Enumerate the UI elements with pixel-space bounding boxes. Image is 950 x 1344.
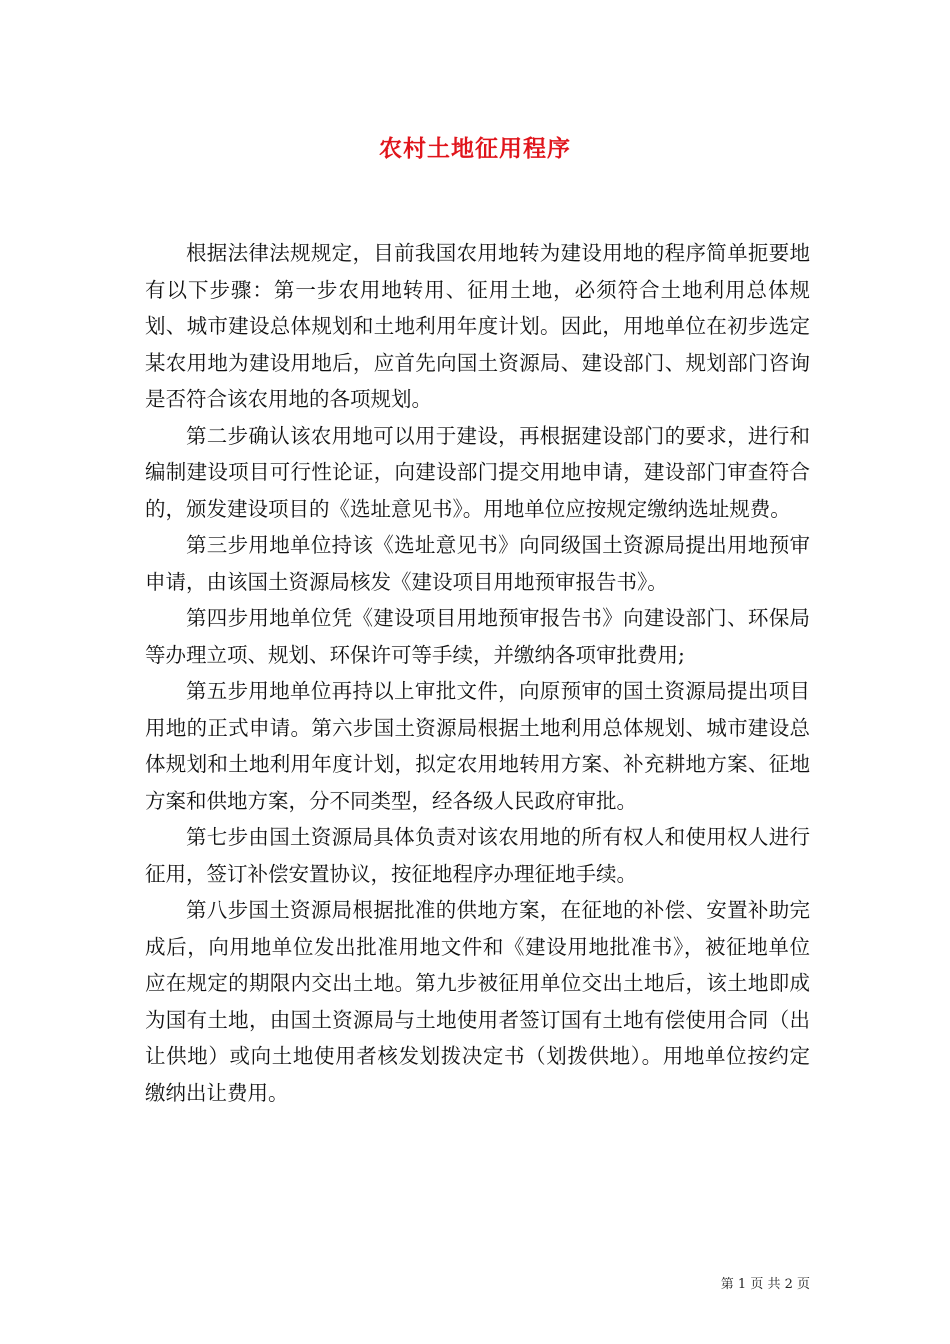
paragraph-step-7: 第七步由国土资源局具体负责对该农用地的所有权人和使用权人进行征用，签订补偿安置协议，按征地程序办理征地手续。	[145, 825, 810, 886]
paragraph-step-3: 第三步用地单位持该《选址意见书》向同级国土资源局提出用地预审申请，由该国土资源局核发《建设项目用地预审报告书》。	[145, 533, 810, 594]
document-title: 农村土地征用程序	[379, 135, 571, 162]
paragraph-step-2: 第二步确认该农用地可以用于建设，再根据建设部门的要求，进行和编制建设项目可行性论证，向建设部门提交用地申请，建设部门审查符合的，颁发建设项目的《选址意见书》。用地单位应按规定缴纳选址规费。	[145, 423, 810, 521]
page-number-footer: 第 1 页 共 2 页	[720, 1277, 810, 1292]
paragraph-step-8-9: 第八步国土资源局根据批准的供地方案，在征地的补偿、安置补助完成后，向用地单位发出批准用地文件和《建设用地批准书》，被征地单位应在规定的期限内交出土地。第九步被征用单位交出土地后，该土地即成为国有土地，由国土资源局与土地使用者签订国有土地有偿使用合同（出让供地）或向土地使用者核发划拨决定书（划拨供地）。用地单位按约定缴纳出让费用。	[145, 898, 810, 1105]
document-body	[145, 235, 810, 1111]
paragraph-step-5-6: 第五步用地单位再持以上审批文件，向原预审的国土资源局提出项目用地的正式申请。第六步国土资源局根据土地利用总体规划、城市建设总体规划和土地利用年度计划，拟定农用地转用方案、补充耕地方案、征地方案和供地方案，分不同类型，经各级人民政府审批。	[145, 679, 810, 813]
paragraph-step-4: 第四步用地单位凭《建设项目用地预审报告书》向建设部门、环保局等办理立项、规划、环保许可等手续，并缴纳各项审批费用;	[145, 606, 810, 667]
paragraph-step-1: 根据法律法规规定，目前我国农用地转为建设用地的程序简单扼要地有以下步骤：第一步农用地转用、征用土地，必须符合土地利用总体规划、城市建设总体规划和土地利用年度计划。因此，用地单位在初步选定某农用地为建设用地后，应首先向国土资源局、建设部门、规划部门咨询是否符合该农用地的各项规划。	[145, 241, 810, 411]
